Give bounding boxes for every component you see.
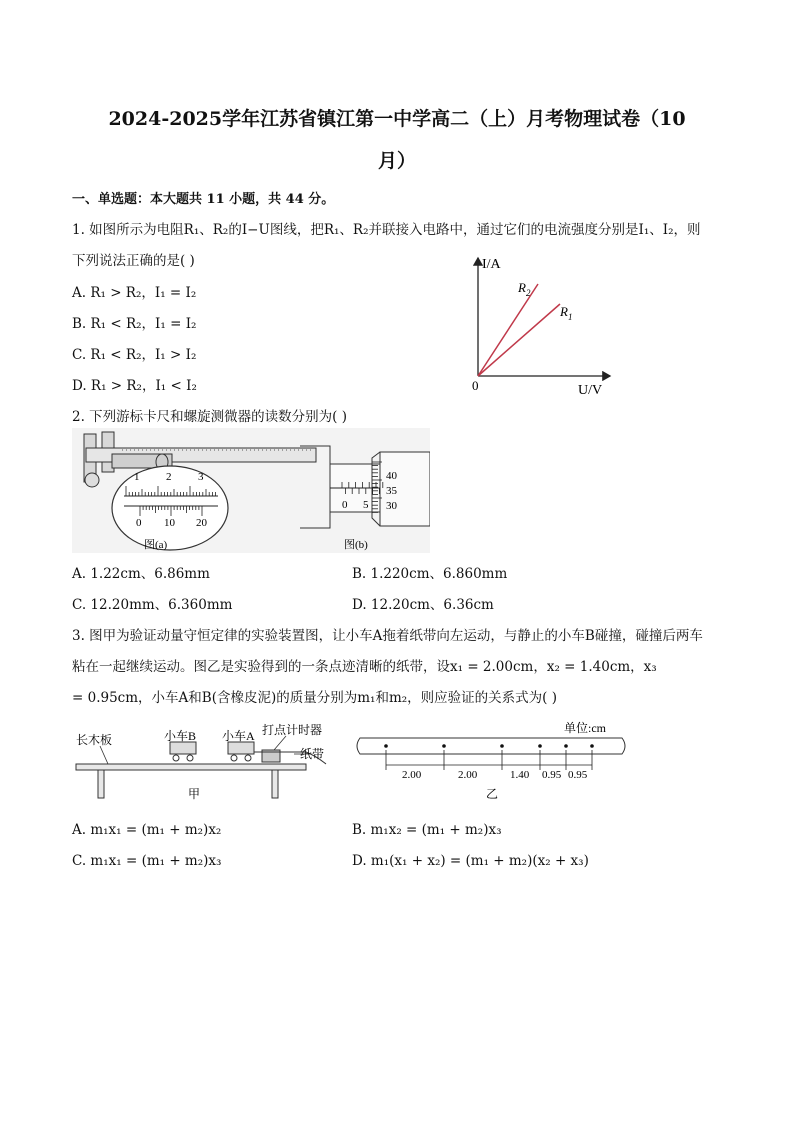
- q1-option-a: A. R₁ > R₂，I₁ = I₂: [72, 285, 197, 301]
- line-r1: [478, 304, 560, 376]
- seg-label-3: 1.40: [510, 769, 530, 781]
- thimble-label-30: 30: [386, 500, 397, 512]
- q1-iu-graph: [460, 248, 620, 398]
- r2-label: $R_2$: [518, 280, 531, 298]
- q3-stem-line1: 3. 图甲为验证动量守恒定律的实验装置图，让小车A拖着纸带向左运动，与静止的小车B碰撞，碰撞后两车: [72, 628, 703, 644]
- q3-apparatus-figure: [72, 720, 342, 810]
- label-board: 长木板: [76, 733, 113, 747]
- label-tape: 纸带: [300, 747, 325, 761]
- q1-stem-line1: 1. 如图所示为电阻R₁、R₂的I−U图线，把R₁、R₂并联接入电路中，通过它们的电流强度分别是I₁、I₂，则: [72, 222, 701, 238]
- unit-label: 单位:cm: [564, 721, 606, 735]
- seg-label-2: 2.00: [458, 769, 478, 781]
- q1-option-b: B. R₁ < R₂，I₁ = I₂: [72, 316, 197, 332]
- main-tick-label-1: 1: [134, 471, 140, 483]
- caption-a: 图(a): [144, 539, 168, 551]
- seg-label-4: 0.95: [542, 769, 562, 781]
- main-tick-label-3: 3: [198, 471, 204, 483]
- tape-dot: [442, 744, 446, 748]
- q2-option-b: B. 1.220cm、6.860mm: [352, 566, 508, 582]
- caption-b: 图(b): [344, 539, 368, 551]
- origin-label: 0: [472, 378, 479, 393]
- cart-b: [170, 742, 196, 754]
- q3-option-d: D. m₁(x₁ + x₂) = (m₁ + m₂)(x₂ + x₃): [352, 853, 589, 869]
- main-tick-label-2: 2: [166, 471, 172, 483]
- q3-option-c: C. m₁x₁ = (m₁ + m₂)x₃: [72, 853, 222, 869]
- sleeve-label-5: 5: [363, 499, 369, 511]
- section-heading: 一、单选题：本大题共 11 小题，共 44 分。: [72, 192, 335, 207]
- seg-label-1: 2.00: [402, 769, 422, 781]
- long-board: [76, 764, 306, 770]
- cart-a: [228, 742, 254, 754]
- label-cart-a: 小车A: [222, 729, 255, 743]
- caption-yi: 乙: [486, 787, 499, 801]
- tape-dot: [500, 744, 504, 748]
- q3-stem-line2: 粘在一起继续运动。图乙是实验得到的一条点迹清晰的纸带，设x₁ = 2.00cm，x₂ = 1.40cm，x₃: [72, 659, 657, 675]
- tape-dot: [564, 744, 568, 748]
- vernier-tick-label-10: 10: [164, 517, 175, 529]
- thimble-label-40: 40: [386, 470, 397, 482]
- label-cart-b: 小车B: [164, 729, 197, 743]
- x-axis-label: U/V: [578, 383, 603, 398]
- q1-option-c: C. R₁ < R₂，I₁ > I₂: [72, 347, 197, 363]
- q2-option-a: A. 1.22cm、6.86mm: [72, 566, 210, 582]
- q2-option-d: D. 12.20cm、6.36cm: [352, 597, 494, 613]
- q2-option-c: C. 12.20mm、6.360mm: [72, 597, 233, 613]
- q2-figure: [72, 428, 430, 553]
- q1-option-d: D. R₁ > R₂，I₁ < I₂: [72, 378, 197, 394]
- q2-stem: 2. 下列游标卡尺和螺旋测微器的读数分别为( ): [72, 409, 347, 425]
- tape-dot: [538, 744, 542, 748]
- q3-stem-line3: = 0.95cm，小车A和B(含橡皮泥)的质量分别为m₁和m₂，则应验证的关系式为( ): [72, 690, 557, 706]
- label-timer: 打点计时器: [262, 723, 323, 737]
- q3-tape-figure: [352, 718, 632, 808]
- vernier-tick-label-0: 0: [136, 517, 142, 529]
- q3-option-a: A. m₁x₁ = (m₁ + m₂)x₂: [72, 822, 222, 838]
- caption-jia: 甲: [188, 787, 201, 801]
- page-title-line1: 2024-2025学年江苏省镇江第一中学高二（上）月考物理试卷（10: [108, 108, 686, 130]
- q1-stem-line2: 下列说法正确的是( ): [72, 253, 195, 269]
- sleeve-label-0: 0: [342, 499, 348, 511]
- tape-strip: [357, 738, 625, 754]
- y-axis-label: I/A: [482, 257, 501, 272]
- thimble-label-35: 35: [386, 485, 397, 497]
- page-title-line2: 月）: [377, 150, 416, 172]
- tape-dot: [590, 744, 594, 748]
- q3-option-b: B. m₁x₂ = (m₁ + m₂)x₃: [352, 822, 502, 838]
- r1-label: $R_1$: [560, 304, 573, 322]
- seg-label-5: 0.95: [568, 769, 588, 781]
- tape-dot: [384, 744, 388, 748]
- vernier-tick-label-20: 20: [196, 517, 207, 529]
